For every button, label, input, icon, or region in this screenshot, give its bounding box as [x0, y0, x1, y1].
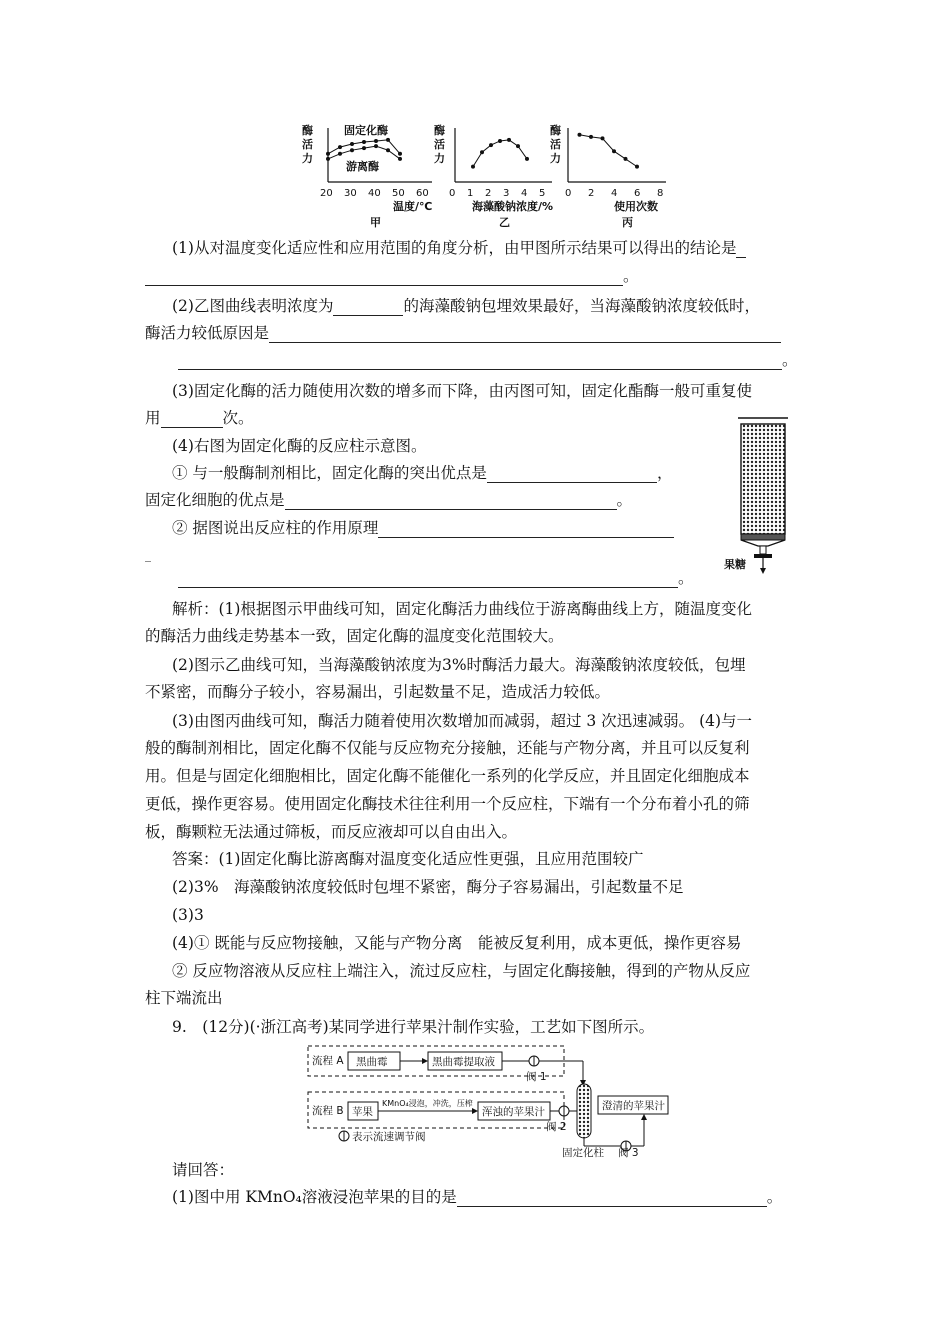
data-point-free [350, 148, 354, 152]
q4-p2: ② 据图说出反应柱的作用原理 [172, 519, 379, 537]
q4-dash: _ [145, 548, 151, 562]
valve-3-label: 阀 3 [618, 1147, 639, 1159]
ylabel-yi-3: 力 [434, 152, 445, 165]
chart-bing [550, 123, 666, 229]
data-point-yi [516, 144, 520, 148]
data-point-bing [589, 135, 593, 139]
analysis-line: 用。但是与固定化细胞相比，固定化酶不能催化一系列的化学反应，并且固定化细胞成本 [145, 767, 750, 785]
tick-bing: 0 [565, 188, 572, 199]
answer-blank[interactable] [161, 411, 223, 428]
valve-legend-text: 表示流速调节阀 [352, 1131, 426, 1143]
q3-text-a: (3)固定化酶的活力随使用次数的增多而下降，由丙图可知，固定化酯酶一般可重复使 [172, 382, 752, 400]
q2-line2 [145, 323, 781, 343]
q3-line [172, 381, 752, 401]
q4-p1a: ① 与一般酶制剂相比，固定化酶的突出优点是 [172, 464, 487, 482]
q1-end: 。 [623, 267, 639, 285]
xlabel-jia: 温度/℃ [393, 200, 433, 213]
data-point-immobilized [338, 145, 342, 149]
data-point-bing [601, 136, 605, 140]
tick-yi: 3 [503, 188, 510, 199]
ylabel-jia-3: 力 [302, 152, 313, 165]
turbid-text: 浑浊的苹果汁 [482, 1106, 545, 1118]
immobilized-column [577, 1084, 591, 1138]
answer-blank[interactable] [269, 326, 781, 343]
analysis-line: 解析：(1)根据图示甲曲线可知，固定化酶活力曲线位于游离酶曲线上方，随温度变化 [172, 600, 752, 618]
flow-a-label: 流程 A [312, 1055, 344, 1067]
outlet-pipe [760, 546, 766, 554]
arrow-head-icon [472, 1108, 478, 1114]
tick-jia: 30 [344, 188, 357, 199]
xlabel-yi: 海藻酸钠浓度/% [472, 200, 554, 213]
q2-end: 。 [782, 351, 798, 369]
data-point-immobilized [386, 138, 390, 142]
answer-line: (4)① 既能与反应物接触，又能与产物分离 能被反复利用，成本更低，操作更容易 [172, 934, 742, 952]
q4-p1d: 。 [616, 491, 633, 509]
arrow-down-icon [760, 568, 766, 574]
data-point-immobilized [350, 142, 354, 146]
tick-jia: 60 [416, 188, 429, 199]
data-point-free [398, 157, 402, 161]
data-point-bing [624, 157, 628, 161]
enzyme-column [741, 424, 785, 534]
data-point-free [386, 148, 390, 152]
qa-q1: (1)图中用 KMnO₄溶液浸泡苹果的目的是 [172, 1188, 457, 1206]
q4-p2end: 。 [678, 569, 694, 587]
analysis-line: (2)图示乙曲线可知，当海藻酸钠浓度为3%时酶活力最大。海藻酸钠浓度较低，包埋 [172, 656, 746, 674]
data-point-yi [498, 139, 502, 143]
series-bing-line [580, 135, 638, 167]
ylabel-bing-2: 活 [550, 138, 561, 151]
q9-title: 9. (12分)(·浙江高考)某同学进行苹果汁制作实验，工艺如下图所示。 [172, 1018, 655, 1036]
data-point-immobilized [374, 139, 378, 143]
ylabel-jia-2: 活 [302, 138, 313, 151]
tick-bing: 4 [611, 188, 618, 199]
column-label: 固定化柱 [562, 1147, 604, 1159]
tick-yi: 5 [539, 188, 546, 199]
data-point-yi [507, 138, 511, 142]
analysis-line: 板，酶颗粒无法通过筛板，而反应液却可以自由出入。 [145, 823, 518, 841]
arrow-head-icon [422, 1058, 428, 1064]
answer-blank[interactable] [285, 493, 617, 510]
answer-blank[interactable] [333, 299, 403, 316]
q4-p1b: ， [656, 464, 673, 482]
data-point-immobilized [398, 152, 402, 156]
data-point-immobilized [362, 140, 366, 144]
chart-yi [434, 123, 553, 229]
data-point-yi [525, 157, 529, 161]
analysis-line: 不紧密，而酶分子较小，容易漏出，引起数量不足，造成活力较低。 [145, 683, 611, 701]
data-point-bing [612, 149, 616, 153]
tick-yi: 2 [485, 188, 492, 199]
data-point-free [374, 144, 378, 148]
qa-q1-line [172, 1187, 782, 1207]
tick-yi: 0 [449, 188, 456, 199]
caption-yi: 乙 [499, 216, 510, 229]
data-point-free [326, 157, 330, 161]
ylabel-jia-1: 酶 [302, 124, 313, 137]
q1-line [172, 238, 746, 258]
q4-p1c: 固定化细胞的优点是 [145, 491, 285, 509]
q3-text-b: 用 [145, 409, 161, 427]
sieve-plate [741, 534, 785, 540]
process-text: KMnO₄浸泡，冲洗，压榨 [382, 1099, 473, 1108]
analysis-line: 的酶活力曲线走势基本一致，固定化酶的温度变化范围较大。 [145, 627, 564, 645]
answer-blank[interactable] [487, 466, 657, 483]
tick-yi: 1 [467, 188, 474, 199]
answer-line: (2)3% 海藻酸钠浓度较低时包埋不紧密，酶分子容易漏出，引起数量不足 [172, 878, 684, 896]
answer-blank[interactable] [145, 269, 623, 286]
tick-bing: 8 [657, 188, 664, 199]
q3-text-c: 次。 [222, 409, 254, 427]
valve-1-label: 阀 1 [526, 1071, 547, 1083]
reaction-column-figure [718, 412, 808, 578]
data-point-bing [635, 165, 639, 169]
data-point-immobilized [326, 152, 330, 156]
analysis-line: (3)由图丙曲线可知，酶活力随着使用次数增加而减弱，超过 3 次迅速减弱。 (4)与一 [172, 712, 753, 730]
data-point-yi [480, 150, 484, 154]
column-bottom [741, 540, 785, 546]
answer-blank[interactable] [378, 521, 674, 538]
q1-line2 [145, 266, 639, 286]
heiqumei-text: 黑曲霉 [356, 1056, 388, 1068]
data-point-yi [489, 143, 493, 147]
q2-text-b: 的海藻酸钠包埋效果最好，当海藻酸钠浓度较低时， [403, 297, 760, 315]
tick-jia: 50 [392, 188, 405, 199]
caption-jia: 甲 [370, 216, 381, 229]
answer-blank[interactable] [736, 241, 746, 258]
analysis-line: 更低，操作更容易。使用固定化酶技术往往利用一个反应柱，下端有一个分布着小孔的筛 [145, 795, 750, 813]
clear-juice-text: 澄清的苹果汁 [602, 1100, 665, 1112]
q2-text-c: 酶活力较低原因是 [145, 324, 270, 342]
q2-text-a: (2)乙图曲线表明浓度为 [172, 297, 334, 315]
q4-p1-line [172, 463, 672, 483]
q4-p1-line2 [145, 490, 632, 510]
arrow-up-icon [641, 1114, 647, 1120]
caption-bing: 丙 [622, 216, 633, 229]
q3-line2 [145, 408, 254, 428]
flow-b-label: 流程 B [312, 1105, 344, 1117]
answer-line: ② 反应物溶液从反应柱上端注入，流过反应柱，与固定化酶接触，得到的产物从反应 [172, 962, 751, 980]
answer-blank[interactable] [178, 571, 678, 588]
qa-end: 。 [766, 1188, 783, 1206]
data-point-yi [471, 165, 475, 169]
tick-jia: 20 [320, 188, 333, 199]
q2-line [172, 296, 760, 316]
tick-yi: 4 [521, 188, 528, 199]
extract-text: 黑曲霉提取液 [432, 1056, 495, 1068]
ylabel-bing-1: 酶 [550, 124, 561, 137]
tick-jia: 40 [368, 188, 381, 199]
fructose-label: 果糖 [724, 558, 746, 571]
q4-title: (4)右图为固定化酶的反应柱示意图。 [172, 437, 427, 455]
valve [754, 554, 772, 558]
answer-blank[interactable] [178, 353, 782, 370]
data-point-free [338, 152, 342, 156]
ylabel-yi-1: 酶 [434, 124, 445, 137]
figure-enzyme-activity [300, 118, 680, 230]
data-point-free [362, 146, 366, 150]
apple-text: 苹果 [352, 1106, 373, 1118]
q4-p2-line2 [178, 568, 694, 588]
q4-p2-line [172, 518, 674, 538]
answer-line: 柱下端流出 [145, 989, 223, 1007]
valve-2-label: 阀 2 [546, 1121, 567, 1133]
q1-text: (1)从对温度变化适应性和应用范围的角度分析，由甲图所示结果可以得出的结论是 [172, 239, 737, 257]
xlabel-bing: 使用次数 [614, 200, 658, 213]
tick-bing: 2 [588, 188, 595, 199]
q2-line3 [178, 350, 798, 370]
legend-immobilized: 固定化酶 [344, 124, 388, 137]
ylabel-bing-3: 力 [550, 152, 561, 165]
legend-free: 游离酶 [346, 160, 379, 173]
ylabel-yi-2: 活 [434, 138, 445, 151]
answer-line: (3)3 [172, 906, 204, 924]
chart-jia [302, 123, 432, 229]
tick-bing: 6 [634, 188, 641, 199]
data-point-bing [578, 133, 582, 137]
analysis-line: 般的酶制剂相比，固定化酶不仅能与反应物充分接触，还能与产物分离，并且可以反复利 [145, 739, 750, 757]
answer-blank[interactable] [457, 1190, 767, 1207]
answer-line: 答案：(1)固定化酶比游离酶对温度变化适应性更强，且应用范围较广 [172, 850, 644, 868]
qa-prompt: 请回答： [172, 1161, 235, 1179]
apple-juice-process-diagram [306, 1044, 676, 1159]
